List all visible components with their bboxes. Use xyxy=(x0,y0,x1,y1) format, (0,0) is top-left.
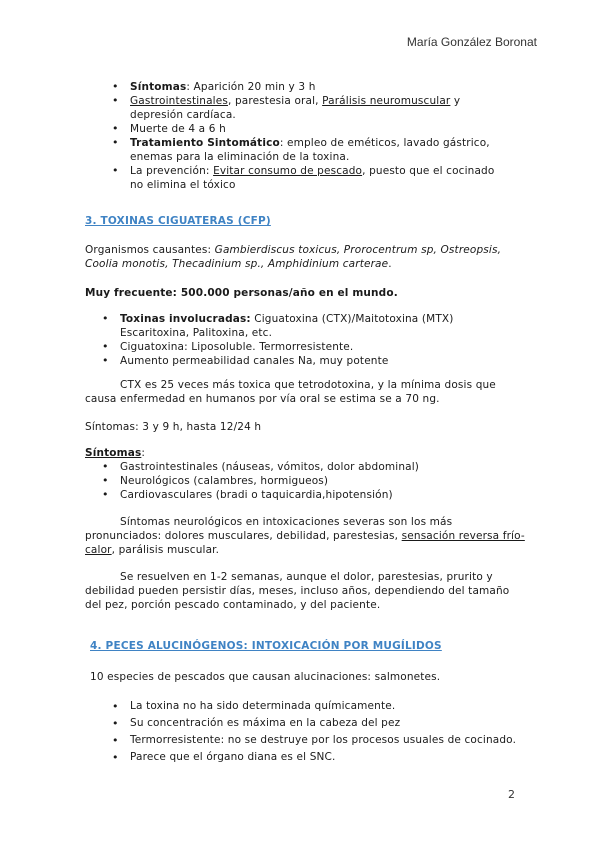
list-item: • Síntomas: Aparición 20 min y 3 h xyxy=(110,80,510,94)
toxins-bullet-list xyxy=(100,312,490,368)
frequency-line: Muy frecuente: 500.000 personas/año en el mundo. xyxy=(85,287,398,299)
list-item: • Ciguatoxina: Liposoluble. Termorresistente. xyxy=(100,340,490,354)
neuro-paragraph: Síntomas neurológicos en intoxicaciones severas son los más pronunciados: dolores musculares, debilidad, parestesias, sensación reversa frío-calor, parálisis muscular. xyxy=(85,516,525,556)
section-4-list xyxy=(110,698,530,766)
section-4-intro: 10 especies de pescados que causan alucinaciones: salmonetes. xyxy=(90,671,441,683)
symptoms-list xyxy=(100,460,500,502)
list-item: • Tratamiento Sintomático: empleo de eméticos, lavado gástrico, enemas para la eliminación de la toxina. xyxy=(110,136,510,164)
symptoms-time: Síntomas: 3 y 9 h, hasta 12/24 h xyxy=(85,421,262,433)
section-4-heading: 4. PECES ALUCINÓGENOS: INTOXICACIÓN POR MUGÍLIDOS xyxy=(90,640,442,652)
organisms-paragraph: Organismos causantes: Gambierdiscus toxicus, Prorocentrum sp, Ostreopsis, Coolia monotis, Thecadinium sp., Amphidinium carterae. xyxy=(85,244,502,270)
list-item: • Parece que el órgano diana es el SNC. xyxy=(110,749,530,766)
list-item: • Toxinas involucradas: Ciguatoxina (CTX)/Maitotoxina (MTX) Escaritoxina, Palitoxina, etc. xyxy=(100,312,490,340)
list-item: • Gastrointestinales (náuseas, vómitos, dolor abdominal) xyxy=(100,460,500,474)
header-author: María González Boronat xyxy=(406,35,537,49)
ctx-paragraph: CTX es 25 veces más toxica que tetrodotoxina, y la mínima dosis que causa enfermedad en humanos por vía oral se estima se a 70 ng. xyxy=(85,379,496,405)
resolve-paragraph: Se resuelven en 1-2 semanas, aunque el dolor, parestesias, prurito y debilidad pueden persistir días, meses, incluso años, dependiendo del tamaño del pez, porción pescado contaminado, y del paciente. xyxy=(85,571,510,611)
list-item: • Gastrointestinales, parestesia oral, Parálisis neuromuscular y depresión cardíaca. xyxy=(110,94,510,122)
top-bullet-list xyxy=(110,80,510,192)
list-item: • La prevención: Evitar consumo de pescado, puesto que el cocinado no elimina el tóxico xyxy=(110,164,510,192)
list-item: • Su concentración es máxima en la cabeza del pez xyxy=(110,715,530,732)
list-item: • Cardiovasculares (bradi o taquicardia,hipotensión) xyxy=(100,488,500,502)
list-item: • Muerte de 4 a 6 h xyxy=(110,122,510,136)
list-item: • Termorresistente: no se destruye por los procesos usuales de cocinado. xyxy=(110,732,530,749)
symptoms-label: Síntomas: xyxy=(85,447,146,459)
list-item: • Neurológicos (calambres, hormigueos) xyxy=(100,474,500,488)
list-item: • La toxina no ha sido determinada químicamente. xyxy=(110,698,530,715)
section-3-heading: 3. TOXINAS CIGUATERAS (CFP) xyxy=(85,215,271,227)
list-item: • Aumento permeabilidad canales Na, muy potente xyxy=(100,354,490,368)
page-number: 2 xyxy=(508,788,515,801)
